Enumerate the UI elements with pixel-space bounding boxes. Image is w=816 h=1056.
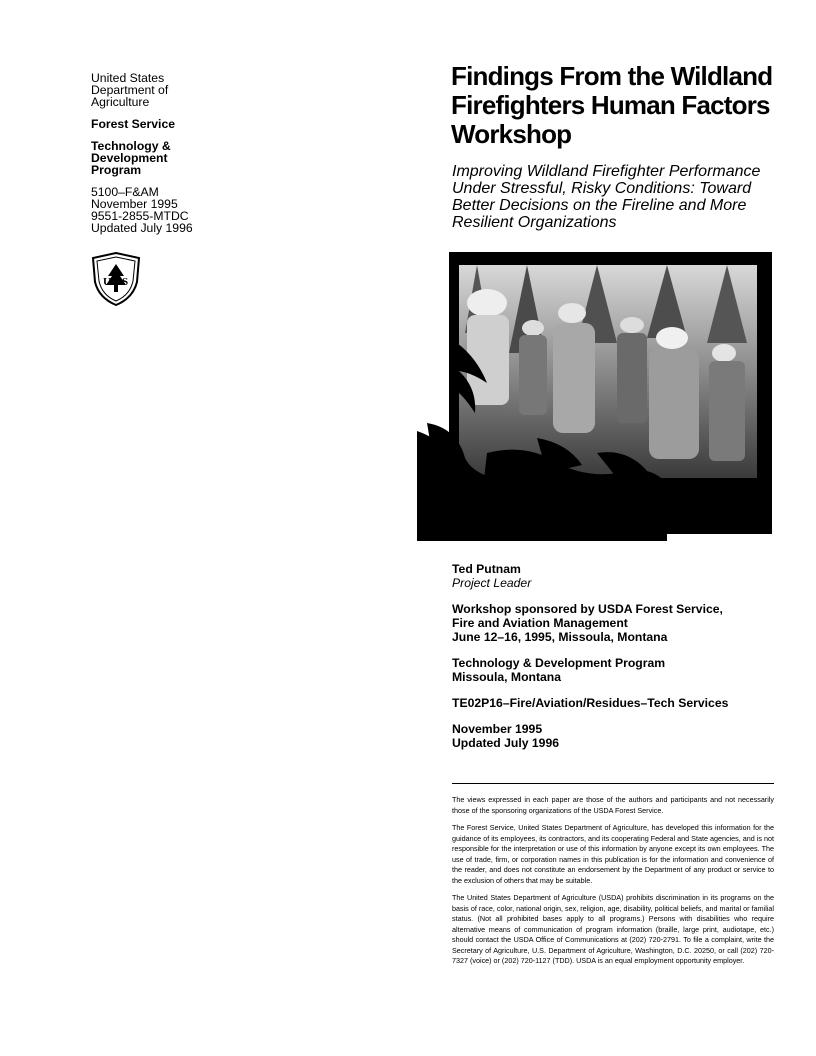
sponsor-line: Workshop sponsored by USDA Forest Service,	[452, 602, 723, 616]
program-name	[91, 140, 281, 176]
divider	[452, 783, 774, 784]
sponsor-line: Fire and Aviation Management	[452, 616, 628, 630]
code-line: November 1995	[91, 197, 178, 211]
date-block	[452, 722, 782, 750]
publication-codes	[91, 186, 281, 234]
document-title	[451, 62, 791, 149]
sponsor-line: June 12–16, 1995, Missoula, Montana	[452, 630, 668, 644]
disclaimer-paragraph: The United States Department of Agriculture (USDA) prohibits discrimination in its programs on the basis of race, color, national origin, sex, religion, age, disability, political beliefs, and marital or familial status. (Not all prohibited bases apply to all programs.) Persons with disabilities who require alternative means of communication of program information (braille, large print, audiotape, etc.) should contact the USDA Office of Communications at (202) 720-2791. To file a complaint, write the Secretary of Agriculture, U.S. Department of Agriculture, Washington, D.C. 20250, or call (202) 720-7327 (voice) or (202) 720-1127 (TDD). USDA is an equal employment opportunity employer.	[452, 893, 774, 965]
subtitle-line: Better Decisions on the Fireline and More	[452, 197, 747, 214]
program-line: Program	[91, 163, 142, 177]
title-line: Firefighters Human Factors	[451, 90, 770, 120]
subtitle-line: Resilient Organizations	[452, 214, 617, 231]
author-role: Project Leader	[452, 576, 532, 590]
sponsor-block	[452, 602, 782, 644]
disclaimer-paragraph: The Forest Service, United States Department of Agriculture, has developed this information for the guidance of its employees, its contractors, and its cooperating Federal and State agencies, and is not responsible for the interpretation or use of this information by anyone except its own employees. The use of trade, firm, or corporation names in this publication is for the information and convenience of the reader, and does not constitute an endorsement by the Department of any product or service to the exclusion of others that may be suitable.	[452, 823, 774, 885]
date-line: Updated July 1996	[452, 736, 560, 750]
agency-line: Department of	[91, 83, 169, 97]
document-subtitle	[452, 163, 782, 231]
agency-column	[91, 72, 281, 308]
disclaimer-paragraph: The views expressed in each paper are those of the authors and participants and not necessarily those of the sponsoring organizations of the USDA Forest Service.	[452, 795, 774, 815]
firefighters-photo	[417, 243, 772, 541]
program-info-line: Missoula, Montana	[452, 670, 562, 684]
publication-info	[452, 562, 782, 762]
disclaimer	[452, 795, 774, 974]
date-line: November 1995	[452, 722, 543, 736]
code-text: TE02P16–Fire/Aviation/Residues–Tech Services	[452, 696, 729, 710]
publication-code	[452, 696, 782, 710]
program-block	[452, 656, 782, 684]
subtitle-line: Improving Wildland Firefighter Performance	[452, 163, 761, 180]
title-line: Findings From the Wildland	[451, 61, 773, 91]
forest-service-shield-icon	[91, 252, 141, 306]
svg-text:U: U	[103, 276, 111, 288]
code-line: 5100–F&AM	[91, 185, 159, 199]
program-line: Development	[91, 151, 168, 165]
svg-text:S: S	[122, 276, 129, 288]
agency-line: Agriculture	[91, 95, 150, 109]
author-name: Ted Putnam	[452, 562, 521, 576]
agency-line: United States	[91, 71, 165, 85]
code-line: Updated July 1996	[91, 221, 193, 235]
code-line: 9551-2855-MTDC	[91, 209, 189, 223]
subtitle-line: Under Stressful, Risky Conditions: Toward	[452, 180, 752, 197]
author-block	[452, 562, 782, 590]
title-line: Workshop	[451, 119, 572, 149]
program-info-line: Technology & Development Program	[452, 656, 666, 670]
service-name: Forest Service	[91, 117, 176, 131]
agency-name	[91, 72, 281, 108]
program-line: Technology &	[91, 139, 171, 153]
